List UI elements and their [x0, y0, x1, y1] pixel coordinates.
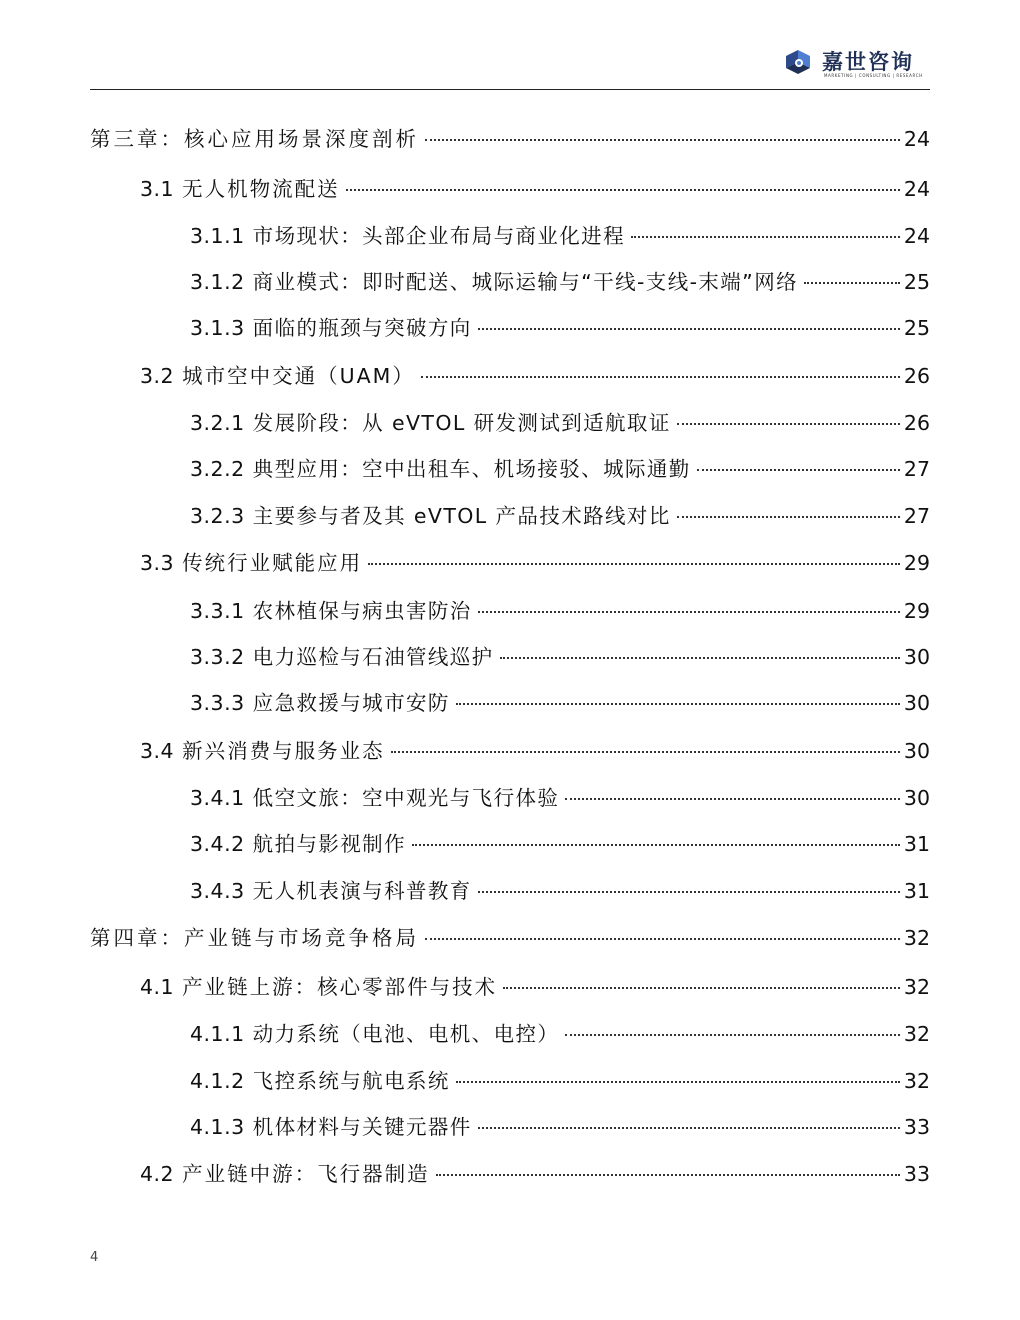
toc-number: 3.2.2 [190, 457, 245, 481]
toc-title: 产业链中游：飞行器制造 [182, 1162, 430, 1186]
toc-number: 3.2.3 [190, 504, 245, 528]
toc-title: 第三章：核心应用场景深度剖析 [90, 127, 419, 151]
toc-leader [677, 423, 900, 425]
toc-number: 3.1 [140, 177, 175, 201]
toc-entry[interactable] [90, 921, 930, 951]
toc-page: 30 [903, 645, 930, 669]
toc-page: 29 [903, 551, 930, 575]
toc-page: 31 [903, 879, 930, 903]
toc-leader [478, 1127, 900, 1129]
toc-entry[interactable] [140, 970, 930, 1000]
toc-page: 31 [903, 832, 930, 856]
toc-number: 4.2 [140, 1162, 175, 1186]
toc-leader [804, 282, 900, 284]
toc-entry[interactable] [140, 359, 930, 389]
toc-entry[interactable] [140, 546, 930, 576]
toc-number: 3.1.2 [190, 270, 245, 294]
toc-number: 4.1 [140, 975, 175, 999]
toc-entry[interactable] [190, 874, 930, 904]
toc-number: 3.3 [140, 551, 175, 575]
toc-number: 3.2.1 [190, 411, 245, 435]
toc-title: 城市空中交通（UAM） [182, 364, 415, 388]
toc-entry[interactable] [190, 499, 930, 529]
toc-leader [346, 189, 900, 191]
toc-page: 25 [903, 270, 930, 294]
toc-title: 飞控系统与航电系统 [252, 1069, 450, 1093]
toc-page: 30 [903, 691, 930, 715]
toc-title: 产业链上游：核心零部件与技术 [182, 975, 498, 999]
toc-leader [500, 657, 900, 659]
toc-entry[interactable] [190, 686, 930, 716]
toc-page: 29 [903, 599, 930, 623]
toc-page: 24 [903, 177, 930, 201]
toc-leader [436, 1174, 900, 1176]
toc-entry[interactable] [190, 827, 930, 857]
toc-entry[interactable] [190, 1110, 930, 1140]
toc-number: 3.4.3 [190, 879, 245, 903]
toc-page: 33 [903, 1162, 930, 1186]
toc-title: 动力系统（电池、电机、电控） [252, 1022, 560, 1046]
toc-entry[interactable] [190, 219, 930, 249]
toc-page: 32 [903, 1069, 930, 1093]
toc-title: 无人机表演与科普教育 [252, 879, 472, 903]
logo-tagline: MARKETING | CONSULTING | RESEARCH [824, 73, 923, 78]
toc-title: 市场现状：头部企业布局与商业化进程 [252, 224, 625, 248]
toc-page: 26 [903, 364, 930, 388]
toc-leader [503, 987, 900, 989]
toc-title: 低空文旅：空中观光与飞行体验 [252, 786, 560, 810]
toc-entry[interactable] [140, 172, 930, 202]
toc-number: 3.3.1 [190, 599, 245, 623]
toc-entry[interactable] [190, 1064, 930, 1094]
toc-leader [631, 236, 900, 238]
toc-title: 商业模式：即时配送、城际运输与“干线-支线-末端”网络 [252, 270, 799, 294]
toc-title: 农林植保与病虫害防治 [252, 599, 472, 623]
toc-number: 3.2 [140, 364, 175, 388]
toc-number: 3.4 [140, 739, 175, 763]
toc-entry[interactable] [90, 122, 930, 152]
toc-title: 电力巡检与石油管线巡护 [252, 645, 494, 669]
toc-number: 3.3.3 [190, 691, 245, 715]
toc-entry[interactable] [190, 1017, 930, 1047]
toc-number: 4.1.1 [190, 1022, 245, 1046]
toc-page: 26 [903, 411, 930, 435]
toc-page: 27 [903, 504, 930, 528]
toc-leader [677, 516, 900, 518]
toc-leader [565, 798, 900, 800]
toc-entry[interactable] [190, 311, 930, 341]
toc-title: 主要参与者及其 eVTOL 产品技术路线对比 [252, 504, 671, 528]
toc-title: 航拍与影视制作 [252, 832, 406, 856]
toc-leader [412, 844, 900, 846]
toc-page: 32 [903, 1022, 930, 1046]
toc-leader [478, 891, 900, 893]
toc-page: 30 [903, 786, 930, 810]
toc-leader [425, 938, 900, 940]
toc-title: 面临的瓶颈与突破方向 [252, 316, 472, 340]
toc-leader [478, 328, 900, 330]
toc-leader [368, 563, 900, 565]
toc-title: 第四章：产业链与市场竞争格局 [90, 926, 419, 950]
toc-title: 传统行业赋能应用 [182, 551, 363, 575]
toc-leader [421, 376, 900, 378]
toc-title: 机体材料与关键元器件 [252, 1115, 472, 1139]
toc-title: 典型应用：空中出租车、机场接驳、城际通勤 [252, 457, 691, 481]
toc-leader [425, 139, 900, 141]
toc-number: 4.1.3 [190, 1115, 245, 1139]
toc-page: 30 [903, 739, 930, 763]
toc-page: 25 [903, 316, 930, 340]
toc-number: 3.3.2 [190, 645, 245, 669]
toc-number: 3.4.1 [190, 786, 245, 810]
toc-leader [565, 1034, 900, 1036]
toc-entry[interactable] [190, 640, 930, 670]
toc-number: 3.4.2 [190, 832, 245, 856]
toc-title: 无人机物流配送 [182, 177, 340, 201]
toc-title: 新兴消费与服务业态 [182, 739, 385, 763]
toc-page: 32 [903, 926, 930, 950]
toc-page: 33 [903, 1115, 930, 1139]
toc-title: 应急救援与城市安防 [252, 691, 450, 715]
toc-leader [478, 611, 900, 613]
toc-entry[interactable] [190, 594, 930, 624]
toc-entry[interactable] [190, 781, 930, 811]
toc-leader [456, 1081, 900, 1083]
toc-number: 3.1.1 [190, 224, 245, 248]
toc-entry[interactable] [140, 734, 930, 764]
toc-entry[interactable] [140, 1157, 930, 1187]
page-number: 4 [90, 1250, 99, 1265]
toc-number: 4.1.2 [190, 1069, 245, 1093]
toc-entry[interactable] [190, 452, 930, 482]
toc-page: 32 [903, 975, 930, 999]
toc-entry[interactable] [190, 265, 930, 295]
logo-name: 嘉世咨询 [822, 50, 914, 74]
toc-title: 发展阶段：从 eVTOL 研发测试到适航取证 [252, 411, 671, 435]
toc-number: 3.1.3 [190, 316, 245, 340]
toc-page: 27 [903, 457, 930, 481]
toc-entry[interactable] [190, 406, 930, 436]
toc-page: 24 [903, 127, 930, 151]
toc-page: 24 [903, 224, 930, 248]
toc-leader [456, 703, 900, 705]
toc-leader [391, 751, 900, 753]
toc-leader [697, 469, 900, 471]
